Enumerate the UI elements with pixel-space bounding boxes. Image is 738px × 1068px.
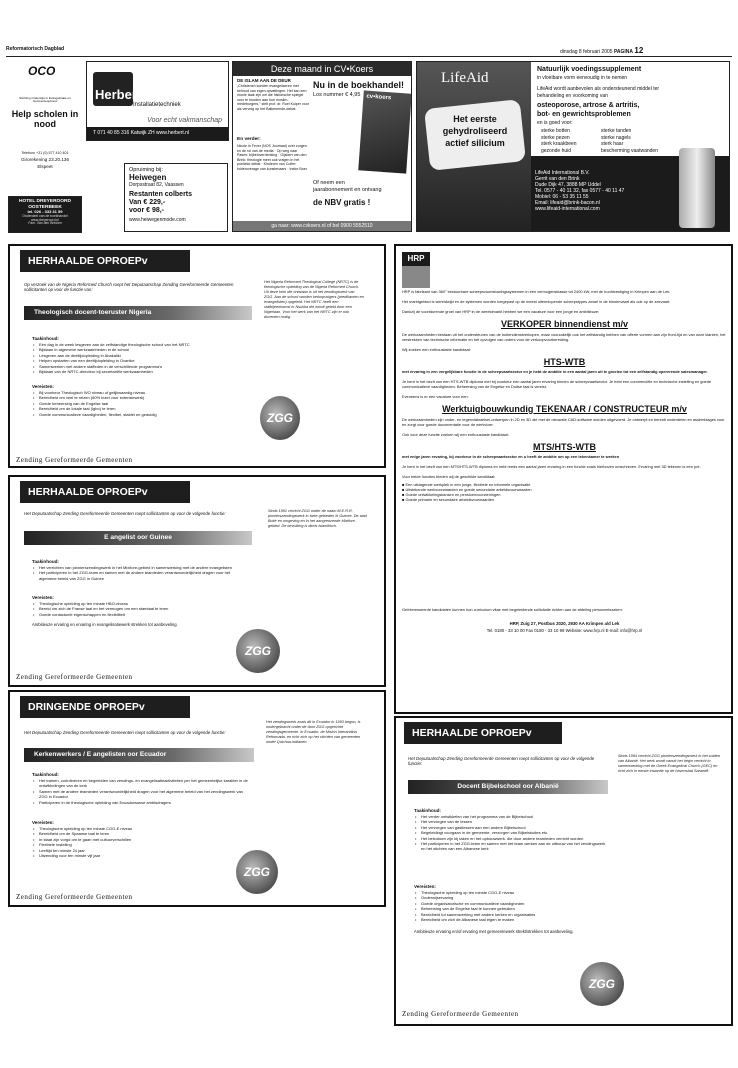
- task-item: • Het verzorgen van de lessen: [414, 819, 610, 824]
- lifeaid-logo: LifeAid: [441, 70, 489, 86]
- zgg-logo: ZGG: [580, 962, 624, 1006]
- benefit-item: gezonde huid: [541, 147, 572, 154]
- ad2-vereist-label: Vereisten:: [32, 595, 54, 600]
- header-rule: [6, 56, 732, 57]
- ad3-vereist-label: Vereisten:: [32, 820, 54, 825]
- req-item: • Onderwijservaring: [414, 895, 610, 900]
- req-item: • Bereidheid tot samenwerking met andere kerken en organisaties: [414, 912, 610, 917]
- ad1-intro: Op verzoek van de Nigeria Reformed Church roept het Deputaatschap Zending Gereformeerde Gemeenten sollicitanten op voor de functie van:: [24, 282, 234, 293]
- date-text: dinsdag 8 februari 2005: [560, 49, 613, 55]
- hrp-p1: HRP is fabrikant van 360° bestuurbare scheepsvoortstuwingssystemen in een vermogensklasse tot 2400 kW, met de hoofdvestiging in Krimpen aan de Lek.: [402, 289, 671, 294]
- ad4-vereist-label: Vereisten:: [414, 884, 436, 889]
- lifeaid-t6: bot- en gewrichtsproblemen: [537, 111, 631, 118]
- req-item: • Bij voorkeur Theologisch WO niveau of gelijkwaardig niveau: [32, 390, 242, 395]
- hotel-tel: tel. 026 - 333 31 59: [27, 209, 63, 215]
- task-item: • Lesgeven aan de deeltijdopleiding in Abakaliki: [32, 353, 242, 358]
- task-item: • Eén dag in de week lesgeven aan de zelfstandige theologische school van het NRTC: [32, 342, 242, 347]
- ad3-banner: DRINGENDE OPROEPv: [20, 696, 190, 718]
- lifeaid-t1: Natuurlijk voedingssupplement: [537, 66, 642, 73]
- task-item: • Bijstaan in algemene werkzaamheden in de school: [32, 347, 242, 352]
- cv-koers-ad: [232, 61, 412, 232]
- offer-item-text: Goede ontwikkelingskansen en pensioenvoorzieningen: [405, 491, 501, 497]
- hrp-p8: Eveneens is er een vacature voor een:: [402, 393, 469, 399]
- ad1-sidebar: Het Nigeria Reformed Theological College (NRTC) is de theologische opleiding van de Nigeria Reformed Church. Uit deze kerk die ontstaan is uit het zendingswerk van ZGG. Aan de school worden kerkopvolgers (predikanten en evangelisten) opgeleid. Het NRTC heeft een stafbijeenkomst in Nsukka die wordt geleid door een Nigeriaan. Voor het werk van het NRTC zijn er ook docenten nodig.: [264, 280, 364, 319]
- addr-line: www.lifeaid-international.com: [535, 206, 600, 212]
- ad2-intro: Het Deputaatschap Zending Gereformeerde Gemeenten roept sollicitanten op voor de volgende functie:: [24, 511, 226, 516]
- addr-line: Email: lifeaid@brink-bacon.nl: [535, 200, 600, 206]
- hrp-addr1: HRP, Zuig 27, Postbus 2020, 2930 AA Krimpen a/d Lek: [509, 621, 620, 626]
- hrp-logo-graphic: [402, 266, 430, 288]
- zgg-logo: ZGG: [236, 629, 280, 673]
- lifeaid-burst-2: gehydroliseerd: [442, 126, 508, 136]
- ad4-extra: Ambitieuze ervaring en/of ervaring met gemeentewerk strekt/strekken tot aanbeveling.: [414, 929, 574, 934]
- hrp-p4: De werkzaamheden bestaan uit het ondersteunen van de buitendienstverkopen, maar voorzakelijk ook het zelfstandig hebben van offerte vormen aan zijn front-tijd en van onze klanten, het verstrekken van technische informatie en het opvolgen van orders voor de verkoopvoorbereiding.: [402, 332, 726, 342]
- addr-line: Mobiel: 06 - 53 35 11 55: [535, 194, 589, 200]
- cv-abon: Of neem een: [313, 180, 345, 186]
- hrp-p13: Voor beide functies bieden wij de geschikte kandidaat:: [402, 473, 496, 479]
- task-item: • Het participeren in het ZGG-team en samen met het team werken aan de uitbouw van het zendingswerk en het stichten van een Albanese kerk: [414, 841, 610, 852]
- ad4-role: Docent Bijbelschool oor Albanië: [408, 780, 608, 794]
- oco-title: Help scholen in nood: [11, 109, 79, 130]
- hrp-ad: [394, 244, 733, 714]
- lifeaid-t7: en is goed voor:: [537, 120, 573, 126]
- oco-ad: [8, 61, 82, 194]
- hrp-p9: De werkzaamheden zijn onder- en tegenvlakstelsel-ontwerpen in 2D en 3D die met de nieuwste CAD-software worden uitgevoerd. Je ontwerpt en bereidt onderdelen en assemblages voor en zorgt voor goede documentatie voor de werkvloer.: [402, 417, 725, 427]
- offer-item: ■ Goede primaire en secundaire arbeidsvoorwaarden: [402, 496, 495, 502]
- task-item: • Samen met de andere teamleden verantwoordelijkheid dragen voor het algemene beleid van het zendingswerk van ZGG in Ecuador: [32, 789, 250, 800]
- cv-abon2: jaarabonnement en ontvang: [313, 187, 382, 193]
- oco-giro: Girorekening 23.20.136: [20, 157, 69, 162]
- zgg-ad-guinee: [8, 475, 386, 687]
- lifeaid-ad: [416, 61, 730, 232]
- offer-item: ■ Goede ontwikkelingskansen en pensioenvoorzieningen: [402, 491, 501, 497]
- lifeaid-t5: osteoporose, artrose & artritis,: [537, 102, 640, 109]
- heiwegen-web: www.heiwegenmode.com: [129, 217, 186, 224]
- task-item: • Begeleidingt voorgaan in de gemeente, verzorgen van Bijbelstudies etc.: [414, 830, 610, 835]
- req-item: • Goede organisatorische en communicatieve vaardigheden: [414, 901, 610, 906]
- ad1-banner: HERHAALDE OPROEPv: [20, 250, 190, 272]
- cv-nu: Nu in de boekhandel!: [313, 80, 405, 90]
- heiwegen-ad: [124, 163, 228, 232]
- benefit-item: sterk kraakbeen: [541, 141, 577, 147]
- hrp-p7: Je bent in het bezit van een HTS-WTB diploma met bij voorkeur een aantal jaren ervaring binnen de scheepvaartsector. Je hebt een commerciële en technische instelling en goede communicatieve vaardigheden. Beheersing van de Engelse en Duitse taal is vereist.: [402, 379, 712, 389]
- ad3-intro: Het Deputaatschap Zending Gereformeerde Gemeenten roept sollicitanten op voor de volgende functie:: [24, 730, 226, 735]
- hrp-p6: met ervaring in een vergelijkbare functie in de scheepvaartsector en je hebt de ambitie in een aantal jaren uit te groeien tot een zelfstandig opererende salesmanager.: [402, 369, 708, 375]
- herbert-tagline: Voor echt vakmanschap: [147, 117, 222, 124]
- ad3-role: Kerkenwerkers / E angelisten oor Ecuador: [24, 748, 254, 762]
- ad3-footer: Zending Gereformeerde Gemeenten: [16, 893, 133, 901]
- cv-gratis: de NBV gratis !: [313, 198, 371, 207]
- lifeaid-address: [535, 170, 655, 212]
- ad2-role: E angelist oor Guinee: [24, 531, 252, 545]
- req-item: • Bereidheid om de lokale taal (Igbo) te leren: [32, 406, 242, 411]
- ad1-taken: [32, 342, 242, 374]
- ad1-role: Theologisch docent-toeruster Nigeria: [24, 306, 252, 320]
- offer-item-text: Uitstekende werkvoorwaarden en goede secundaire arbeidsvoorwaarden: [405, 486, 532, 492]
- hotel-name: HOTEL DREYEROORD: [19, 199, 71, 204]
- page-number: 12: [634, 46, 644, 55]
- cv-more: En verder:: [237, 137, 261, 142]
- ad3-taak-label: Taakinhoud:: [32, 772, 59, 777]
- req-item: • Bereidheid om de Spaanse taal te leren: [32, 831, 250, 836]
- cv-footer: ga naar: www.cvkoers.nl of bel 0900 5552510: [233, 221, 411, 231]
- ad2-taken: [32, 565, 247, 581]
- benefit-item: sterke pezen: [541, 134, 570, 141]
- req-item: • Theologische opleiding op ten minste CGO-E niveau: [414, 890, 610, 895]
- cv-items: Nicole in Fever (NOS Journaal) over zorgen en de rol van de media · Op weg naar Pasen: bijbeloverdenking · Gijsbert van den Brink: theologie meet ook vragen in het publieke debat · Kinderen van Cuifer: folderoverage van kunstenaars · Ineke Boer: [237, 144, 307, 171]
- heiwegen-l3: Dorpsstraat 82, Vaassen: [129, 181, 184, 188]
- zgg-ad-nigeria: [8, 244, 386, 468]
- lifeaid-t3: LifeAid wordt aanbevolen als ondersteunend middel ter: [537, 86, 660, 92]
- benefit-item: sterke nagels: [601, 134, 631, 141]
- task-item: • Het verrichten van pionierszendingswerk in het Mixifore-gebied in samenwerking met de andere evangelisten: [32, 565, 247, 570]
- ad1-footer: Zending Gereformeerde Gemeenten: [16, 456, 133, 464]
- ad2-sidebar: Sinds 1991 verricht ZGG onder de naam M.E.R.R. pionierszendingswerk in twee gebieden in Guinee. De stad Bokè en omgeving en in het aangrenzende Mixifore-gebied. De bevolking is deels islamitisch.: [268, 509, 367, 528]
- heiwegen-l5: Van € 229,-: [129, 199, 166, 207]
- lifeaid-t2: in vloeibare vorm eenvoudig in te nemen: [537, 75, 628, 81]
- addr-line: Tel. 0577 - 40 11 32, fax 0577 - 40 11 47: [535, 188, 625, 194]
- ad4-banner: HERHAALDE OPROEPv: [404, 722, 562, 744]
- task-item: • Het participeren in het ZGG-team en samen met de andere teamleden verantwoordelijkheid dragen voor het algemene beleid van ZGG in Guinee: [32, 570, 247, 581]
- offer-item: ■ Uitstekende werkvoorwaarden en goede secundaire arbeidsvoorwaarden: [402, 486, 532, 492]
- cv-cover-image: [358, 90, 411, 173]
- addr-line: LifeAid International B.V.: [535, 170, 590, 176]
- cv-body: „Christenen konden evangeliseren met behoud van eigen opvattingen. Het kan een mooie taak zijn om die historische spiegel voor te houden aan hun moslim-medeburgers," stelt prof. dr. Roel Kuiper voor als vervolg op het Balkenende-debat.: [237, 84, 309, 111]
- ad2-banner: HERHAALDE OPROEPv: [20, 481, 190, 503]
- hrp-p11: met enige jaren ervaring, bij voorkeur in de scheepvaartsector en u heeft de ambitie om op een tekenkamer te werken: [402, 454, 620, 460]
- hotel-place: OOSTERBEEK: [28, 204, 62, 210]
- req-item: • Bereid om zich de Franse taal en het vermogen om een stamtaal te leren: [32, 606, 247, 611]
- heiwegen-l1: Opruiming bij:: [129, 167, 163, 173]
- ad2-extra: Ambitieuze ervaring en ervaring in evangelisatiewerk strekken tot aanbeveling.: [32, 622, 178, 627]
- hrp-offer: [402, 483, 727, 503]
- heiwegen-l2: Heiwegen: [129, 173, 167, 183]
- hrp-text-block: [402, 290, 727, 546]
- herbert-subtitle: Installatietechniek: [133, 102, 181, 108]
- req-item: • Goede beheersing van de Engelse taal: [32, 401, 242, 406]
- req-item: • Bereidheid om veel te reizen (60% inzet voor extensiewerk): [32, 395, 242, 400]
- benefit-item: bescherming vaatwanden: [601, 147, 658, 154]
- req-item: • Flexibele instelling: [32, 842, 250, 847]
- ad2-footer: Zending Gereformeerde Gemeenten: [16, 673, 133, 681]
- offer-item-text: Een uitdagende werkplek in een jonge, flexibele en informele organisatie: [405, 481, 531, 487]
- newspaper-name: Reformatorisch Dagblad: [6, 46, 65, 52]
- addr-line: Dude Dijk 47, 3888 MP Uddel: [535, 182, 601, 188]
- req-item: • Bereidheid om zich de Albanese taal eigen te maken: [414, 917, 610, 922]
- ad4-taak-label: Taakinhoud:: [414, 808, 441, 813]
- ad3-sidebar: Het zendingswerk zoals dit in Ecuador in 1993 begon, is ondergebracht onder de door ZGG opgerichte zendingsgemeente. In Ecuador, de Misión Interandina Reformada, en richt zich op het stichten van gemeenten onder Quichua-indianen.: [266, 720, 361, 744]
- heiwegen-l4: Restanten colberts: [129, 191, 193, 199]
- hotel-prop: Fam. Van den Brinken: [28, 221, 62, 226]
- hotel-line: Onderdeel van de boekhandel: [22, 213, 68, 218]
- offer-item-text: Goede primaire en secundaire arbeidsvoorwaarden: [405, 496, 495, 502]
- ad2-taak-label: Taakinhoud:: [32, 559, 59, 564]
- heiwegen-l6: voor € 98,-: [129, 207, 165, 215]
- hrp-job-2: Werktuigbouwkundig TEKENAAR / CONSTRUCTEUR m/v: [442, 403, 687, 414]
- hrp-job-1: VERKOPER binnendienst m/v: [500, 318, 629, 329]
- oco-contact: Telefoon +31 (0) 577 410 401: [21, 151, 69, 155]
- oco-logo: OCO: [28, 64, 56, 78]
- lifeaid-t4: behandeling en voorkoming van: [537, 93, 608, 99]
- benefit-item: sterke botten: [541, 128, 570, 134]
- req-item: • In staat zijn vorgd om te gaan met cultuurverschillen: [32, 837, 250, 842]
- oco-subtitle: Stichting Onderwijs in Evangelisatie en Gemeenteopbouw: [19, 96, 71, 104]
- hrp-logo: HRP: [402, 252, 430, 266]
- addr-line: Gerrit van den Brink: [535, 176, 580, 182]
- herbert-ad: [86, 61, 229, 141]
- task-item: • Bijstaan van de NRTC-directeur bij secretariële werkzaamheden: [32, 369, 242, 374]
- lifeaid-burst-1: Het eerste: [453, 114, 497, 124]
- pagina-label: PAGINA: [613, 49, 634, 55]
- req-item: • Theologische opleiding op ten minste CGO-E niveau: [32, 826, 250, 831]
- ad1-eisen: [32, 390, 242, 417]
- herbert-contact: T 071 40 85 316 Katwijk ZH www.herbert.nl: [87, 127, 228, 140]
- hrp-p5: Wij zoeken een enthousiaste kandidaat:: [402, 346, 471, 352]
- hrp-req-2: MTS/HTS-WTB: [533, 441, 596, 452]
- ad1-taak-label: Taakinhoud:: [32, 336, 59, 341]
- ad4-intro: Het Deputaatschap Zending Gereformeerde Gemeenten roept sollicitanten op voor de volgende functie:: [408, 756, 595, 767]
- req-item: • Beheersing van de Engelse taal te kunnen gebruiken: [414, 906, 610, 911]
- task-item: • Participeren in de theologische opleiding van Ecuadoraanse ambtsdragers: [32, 800, 250, 805]
- ad4-footer: Zending Gereformeerde Gemeenten: [402, 1010, 519, 1018]
- lifeaid-bottle-image: [679, 148, 715, 228]
- req-item: • Goede communicatieve vaardigheden, flexibel, stabiel en geduldig: [32, 412, 242, 417]
- task-item: • Helpen opstarten van een deeltijdopleiding in Ovanike: [32, 358, 242, 363]
- hrp-req-1: HTS-WTB: [543, 356, 586, 367]
- benefit-item: sterke tanden: [601, 128, 632, 134]
- oco-place: Elspeet: [37, 164, 53, 169]
- req-item: • Uitzending voor ten minste vijf jaar: [32, 853, 250, 858]
- req-item: • Theologische opleiding op ten minste HBO-niveau: [32, 601, 247, 606]
- ad4-eisen: [414, 890, 610, 922]
- hrp-p2: Het marktgebied is wereldwijd en de systemen worden toegepast op de meest uiteenlopende scheepstypes zowel in de binnenvaart als ook op de zeevaart.: [402, 298, 671, 304]
- header-date: [560, 46, 643, 56]
- cv-heading: DE ISLAM AAN DE DEUR: [237, 78, 291, 83]
- zgg-ad-ecuador: [8, 690, 386, 907]
- lifeaid-benefits: [541, 128, 661, 154]
- task-item: • Het betrokken zijn bij taken en het opbouwwerk. die door andere teamleden verricht worden: [414, 836, 610, 841]
- cv-price: Los nummer € 4,95: [313, 92, 361, 98]
- ad4-taken: [414, 814, 610, 852]
- zgg-ad-albanie: [394, 716, 733, 1026]
- cv-cover-title: cv•koers: [366, 93, 392, 102]
- offer-item: ■ Een uitdagende werkplek in een jonge, flexibele en informele organisatie: [402, 481, 531, 487]
- ad3-eisen: [32, 826, 250, 858]
- herbert-logo: Herbert: [95, 87, 142, 102]
- req-item: • Leeftijd ten minste 24 jaar: [32, 848, 250, 853]
- cv-banner: Deze maand in CV•Koers: [233, 62, 411, 76]
- task-item: • Het verzorgen van gastlessen aan een andere Bijbelschool: [414, 825, 610, 830]
- ad1-vereist-label: Vereisten:: [32, 384, 54, 389]
- hotel-web: www.dreyeroord.nl: [30, 217, 60, 222]
- task-item: • Het verder ontwikkelen van het programma van de Bijbelschool: [414, 814, 610, 819]
- lifeaid-burst-3: actief silicium: [445, 138, 505, 148]
- hrp-p12: Je bent in het bezit van een MTS/HTS-WTB diploma en hebt reeds een aantal jaren ervaring in een functie zoals hierboven omschreven. Ervaring met 3D tekenen is een pré.: [402, 464, 701, 470]
- req-item: • Goede contactuele eigenschappen en flexibiliteit: [32, 612, 247, 617]
- ad3-taken: [32, 778, 250, 805]
- benefit-item: sterk haar: [601, 141, 624, 147]
- hotel-ad: [8, 196, 82, 233]
- ad2-eisen: [32, 601, 247, 617]
- hrp-p14: Geïnteresseerde kandidaten kunnen hun curriculum vitae met begeleidende sollicitatie richten aan de afdeling personeelszaken:: [402, 607, 623, 612]
- task-item: • Samenwerken met andere staffeden in de verschillende programma's: [32, 364, 242, 369]
- hrp-p3: Dankzij de voortdurende groei van HRP in de wereldmarkt hebben we een vacature voor een jonge en ambitieuze:: [402, 308, 600, 314]
- zgg-logo: ZGG: [236, 850, 278, 894]
- ad4-sidebar: Sinds 1994 verricht ZGG pionierszendingswerk in het zuiden van Albanië. Het werk wordt vanuit het begin verricht in samenwerking met de Greek Evangelical Church (GEC) en richt zich in eerste instantie op de havenstad Sarandë.: [618, 754, 720, 773]
- zgg-logo: ZGG: [260, 396, 300, 440]
- task-item: • Het trainen, coördineren en begeleiden van zendings- en evangelisatieactiviteiten per het gemeentelijke karakter in de ontwikkelingen van de kerk: [32, 778, 250, 789]
- hrp-addr2: Tel. 0180 - 33 10 00 Fax 0180 - 33 10 99 Website: www.hrp.nl E-mail: info@hrp.nl: [486, 628, 643, 633]
- hrp-p10: Ook voor deze functie zoeken wij een enthousiaste kandidaat:: [402, 431, 509, 437]
